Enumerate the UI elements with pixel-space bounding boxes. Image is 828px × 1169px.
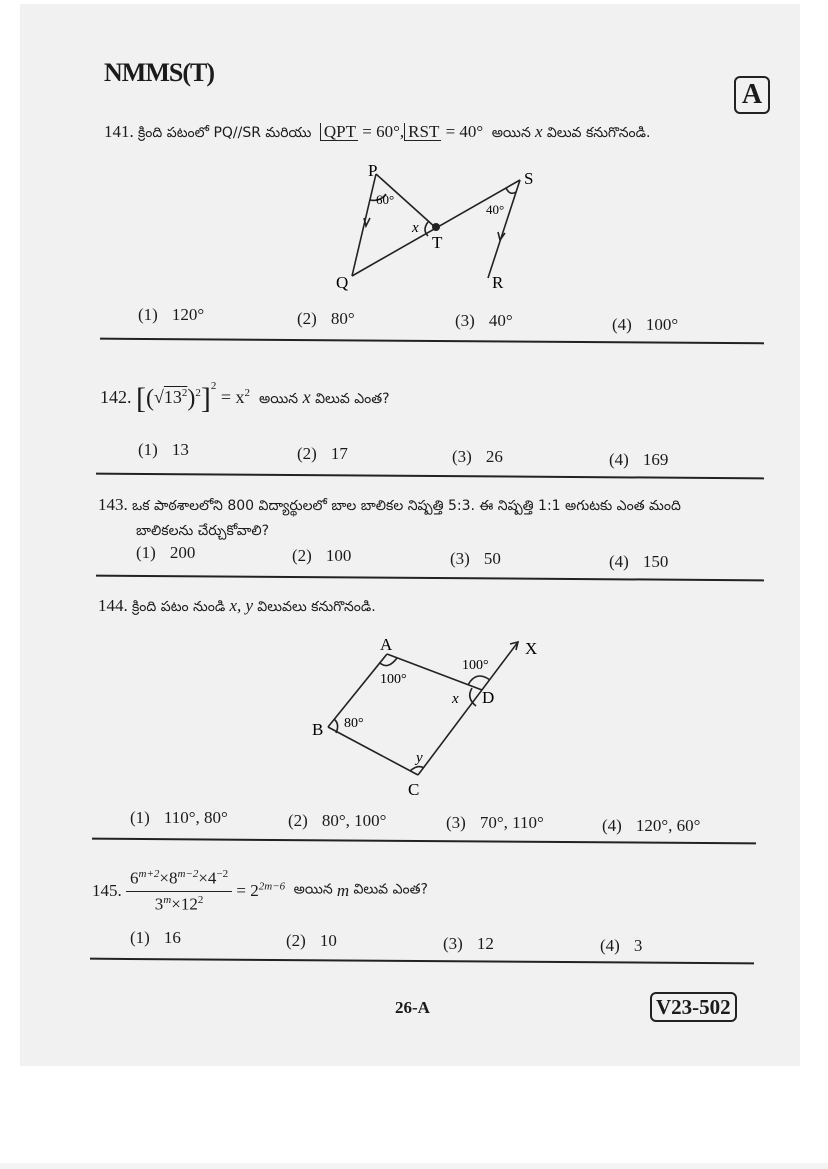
svg-text:80°: 80° xyxy=(344,716,364,731)
svg-text:X: X xyxy=(525,639,538,658)
q145-option-4[interactable]: (4) 3 xyxy=(600,936,643,955)
q145-option-2[interactable]: (2) 10 xyxy=(286,931,337,950)
q144-option-3[interactable]: (3) 70°, 110° xyxy=(446,813,544,832)
svg-text:A: A xyxy=(380,635,393,654)
svg-text:100°: 100° xyxy=(380,672,407,687)
angle-qpt: QPT xyxy=(320,123,358,141)
q141-option-1[interactable]: (1) 120° xyxy=(138,305,205,324)
sqrt-expression: $√13^2$ xyxy=(154,387,188,407)
figure-141-parallel-lines xyxy=(320,160,570,300)
q142-option-1[interactable]: (1) 13 xyxy=(138,440,189,459)
fraction-expression: $\frac{6^{m+2}\times 8^{m-2}\times 4^{-2}}{3^m\times 12^2}$ xyxy=(126,868,232,914)
svg-text:P: P xyxy=(368,161,378,180)
svg-text:x: x xyxy=(412,220,419,236)
exam-title: NMMS(T) xyxy=(104,58,214,87)
svg-text:Q: Q xyxy=(336,273,349,292)
q142-option-3[interactable]: (3) 26 xyxy=(452,447,503,466)
svg-text:S: S xyxy=(524,169,534,188)
q144-option-2[interactable]: (2) 80°, 100° xyxy=(288,811,387,830)
question-141: 141. క్రింది పటంలో PQ//SR మరియు QPT = 60°, RST = 40° అయిన x విలువ కనుగొనండి. xyxy=(104,122,651,141)
q141-option-3[interactable]: (3) 40° xyxy=(455,311,513,330)
q142-option-4[interactable]: (4) 169 xyxy=(609,450,669,469)
q143-option-2[interactable]: (2) 100 xyxy=(292,546,352,565)
question-145: 145. $\frac{6^{m+2}\times 8^{m-2}\times 4^{-2}}{3^m\times 12^2}$ = $2^{2m-6}$ అయిన m విలువ ఎంత? xyxy=(92,868,428,914)
question-143: 143. ఒక పాఠశాలలోని 800 విద్యార్థులలో బాల బాలికల నిష్పత్తి 5:3. ఈ నిష్పత్తి 1:1 అగుటకు ఎంత మంది xyxy=(98,495,681,514)
svg-text:B: B xyxy=(312,720,324,739)
svg-text:40°: 40° xyxy=(486,202,505,217)
svg-text:y: y xyxy=(416,750,423,766)
question-144: 144. క్రింది పటం నుండి x, y విలువలు కనుగొనండి. xyxy=(98,596,376,615)
svg-text:T: T xyxy=(432,233,443,252)
q144-option-1[interactable]: (1) 110°, 80° xyxy=(130,808,228,827)
page-bottom-strip xyxy=(0,1163,828,1169)
svg-text:D: D xyxy=(482,688,495,707)
svg-text:x: x xyxy=(452,691,459,707)
q141-option-2[interactable]: (2) 80° xyxy=(297,309,355,328)
angle-rst: RST xyxy=(404,123,441,141)
q143-option-3[interactable]: (3) 50 xyxy=(450,549,501,568)
paper-code-badge: V23-502 xyxy=(650,992,737,1022)
svg-text:100°: 100° xyxy=(462,658,489,673)
q141-option-4[interactable]: (4) 100° xyxy=(612,315,679,334)
figure-144-quadrilateral xyxy=(300,630,550,800)
question-142: 142. $[(√13^2)^2]^2 = x^2$ అయిన x విలువ ఎంత? xyxy=(100,380,390,415)
svg-text:C: C xyxy=(408,780,420,799)
question-set-badge: A xyxy=(734,76,770,114)
svg-text:R: R xyxy=(492,273,504,292)
question-143-line2: బాలికలను చేర్చుకోవాలి? xyxy=(136,523,270,539)
svg-text:60°: 60° xyxy=(376,192,395,207)
question-number: 141. xyxy=(104,122,134,141)
q145-option-1[interactable]: (1) 16 xyxy=(130,928,181,947)
q145-option-3[interactable]: (3) 12 xyxy=(443,934,494,953)
q143-option-4[interactable]: (4) 150 xyxy=(609,552,669,571)
q144-option-4[interactable]: (4) 120°, 60° xyxy=(602,816,701,835)
q143-option-1[interactable]: (1) 200 xyxy=(136,543,196,562)
page-number: 26-A xyxy=(395,998,430,1017)
q142-option-2[interactable]: (2) 17 xyxy=(297,444,348,463)
